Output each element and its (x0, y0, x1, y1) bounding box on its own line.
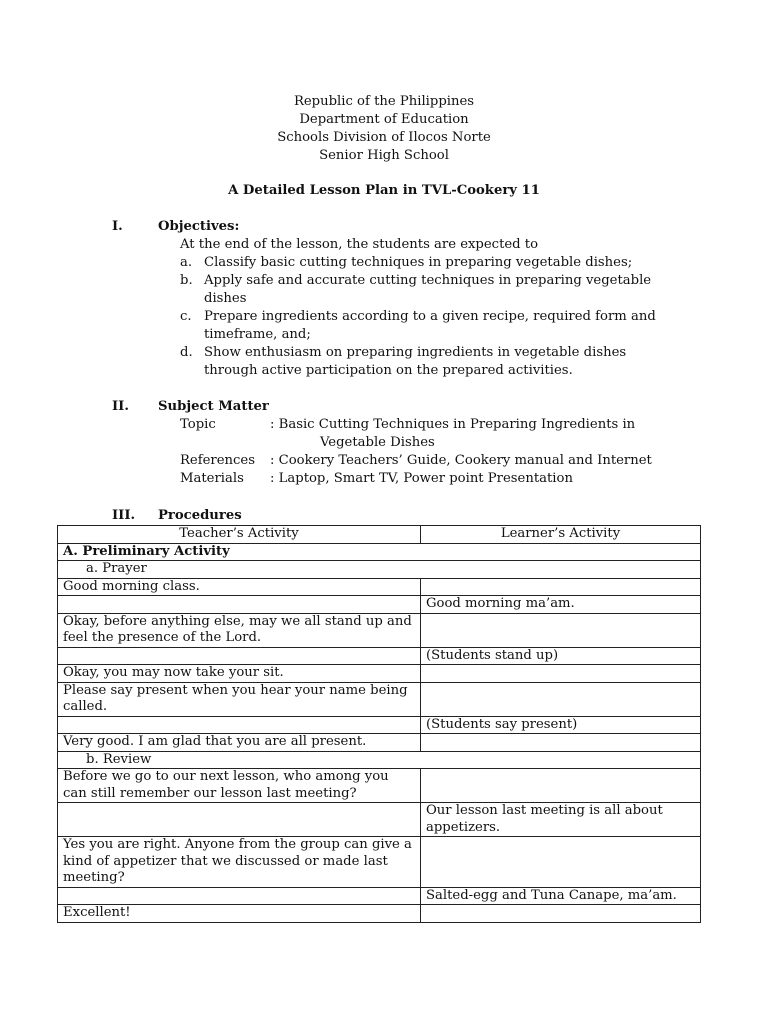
table-row (58, 734, 701, 752)
header-department: Department of Education (299, 112, 469, 127)
objective-a-text (204, 254, 674, 272)
materials-label: Materials (180, 471, 244, 486)
objective-a-letter: a. (180, 255, 193, 270)
teacher-cell: Okay, you may now take your sit. (58, 665, 421, 683)
materials-value: : Laptop, Smart TV, Power point Presentation (270, 471, 573, 486)
section-row (58, 543, 701, 561)
prayer-heading: a. Prayer (58, 561, 701, 579)
learner-cell (421, 613, 701, 647)
objective-b-line1: Apply safe and accurate cutting techniques in preparing vegetable (204, 273, 652, 288)
topic-value: : Basic Cutting Techniques in Preparing Ingredients in (270, 417, 636, 432)
learner-cell (421, 734, 701, 752)
objective-c-letter: c. (180, 309, 192, 324)
procedures-heading: Procedures (158, 508, 242, 523)
table-header-row (58, 526, 701, 544)
teacher-activity-header: Teacher’s Activity (58, 526, 421, 544)
table-row (58, 682, 701, 716)
table-row (58, 578, 701, 596)
teacher-cell: Very good. I am glad that you are all present. (58, 734, 421, 752)
learner-activity-header: Learner’s Activity (421, 526, 701, 544)
table-row (58, 647, 701, 665)
teacher-cell: Good morning class. (58, 578, 421, 596)
teacher-cell (58, 596, 421, 614)
teacher-cell (58, 647, 421, 665)
preliminary-activity-heading: A. Preliminary Activity (58, 543, 701, 561)
topic-value-continued: Vegetable Dishes (320, 435, 435, 450)
learner-cell (421, 905, 701, 923)
table-row (58, 837, 701, 888)
document-header (0, 93, 768, 165)
procedures-table (57, 525, 701, 923)
objectives-number: I. (112, 219, 123, 234)
learner-cell: Good morning ma’am. (421, 596, 701, 614)
learner-cell (421, 837, 701, 888)
learner-cell: Our lesson last meeting is all about appetizers. (421, 803, 701, 837)
table-row (58, 716, 701, 734)
teacher-cell: Before we go to our next lesson, who among you can still remember our lesson last meeting? (58, 769, 421, 803)
table-row (58, 905, 701, 923)
table-row (58, 803, 701, 837)
objective-b-line2: dishes (204, 291, 247, 306)
teacher-cell: Please say present when you hear your name being called. (58, 682, 421, 716)
references-value: : Cookery Teachers’ Guide, Cookery manual and Internet (270, 453, 652, 468)
subsection-row (58, 561, 701, 579)
table-row (58, 613, 701, 647)
header-division: Schools Division of Ilocos Norte (277, 130, 491, 145)
learner-cell (421, 665, 701, 683)
objectives-heading: Objectives: (158, 219, 240, 234)
lesson-plan-title: A Detailed Lesson Plan in TVL-Cookery 11 (228, 183, 540, 198)
teacher-cell: Yes you are right. Anyone from the group can give a kind of appetizer that we discussed or made last meeting? (58, 837, 421, 888)
learner-cell: (Students say present) (421, 716, 701, 734)
subject-matter-number: II. (112, 399, 129, 414)
objective-d-line2: through active participation on the prepared activities. (204, 363, 573, 378)
objective-d-line1: Show enthusiasm on preparing ingredients in vegetable dishes (204, 345, 627, 360)
table-row (58, 665, 701, 683)
objective-d-letter: d. (180, 345, 193, 360)
objective-a-line1: Classify basic cutting techniques in preparing vegetable dishes; (204, 255, 633, 270)
objectives-intro: At the end of the lesson, the students are expected to (180, 237, 539, 252)
subsection-row (58, 751, 701, 769)
header-republic: Republic of the Philippines (293, 94, 475, 109)
learner-cell: (Students stand up) (421, 647, 701, 665)
table-row (58, 769, 701, 803)
teacher-cell (58, 887, 421, 905)
teacher-cell: Excellent! (58, 905, 421, 923)
teacher-cell (58, 803, 421, 837)
learner-cell: Salted-egg and Tuna Canape, ma’am. (421, 887, 701, 905)
objective-c-line2: timeframe, and; (204, 327, 311, 342)
teacher-cell: Okay, before anything else, may we all stand up and feel the presence of the Lord. (58, 613, 421, 647)
teacher-cell (58, 716, 421, 734)
header-school: Senior High School (319, 148, 449, 163)
objective-b-text (204, 272, 674, 308)
table-row (58, 887, 701, 905)
learner-cell (421, 578, 701, 596)
objective-c-line1: Prepare ingredients according to a given recipe, required form and (204, 309, 656, 324)
objective-b-letter: b. (180, 273, 193, 288)
objective-d-text (204, 344, 674, 380)
references-label: References (180, 453, 255, 468)
objective-c-text (204, 308, 674, 344)
review-heading: b. Review (58, 751, 701, 769)
learner-cell (421, 682, 701, 716)
table-row (58, 596, 701, 614)
subject-matter-heading: Subject Matter (158, 399, 269, 414)
topic-label: Topic (180, 417, 216, 432)
procedures-number: III. (112, 508, 136, 523)
learner-cell (421, 769, 701, 803)
